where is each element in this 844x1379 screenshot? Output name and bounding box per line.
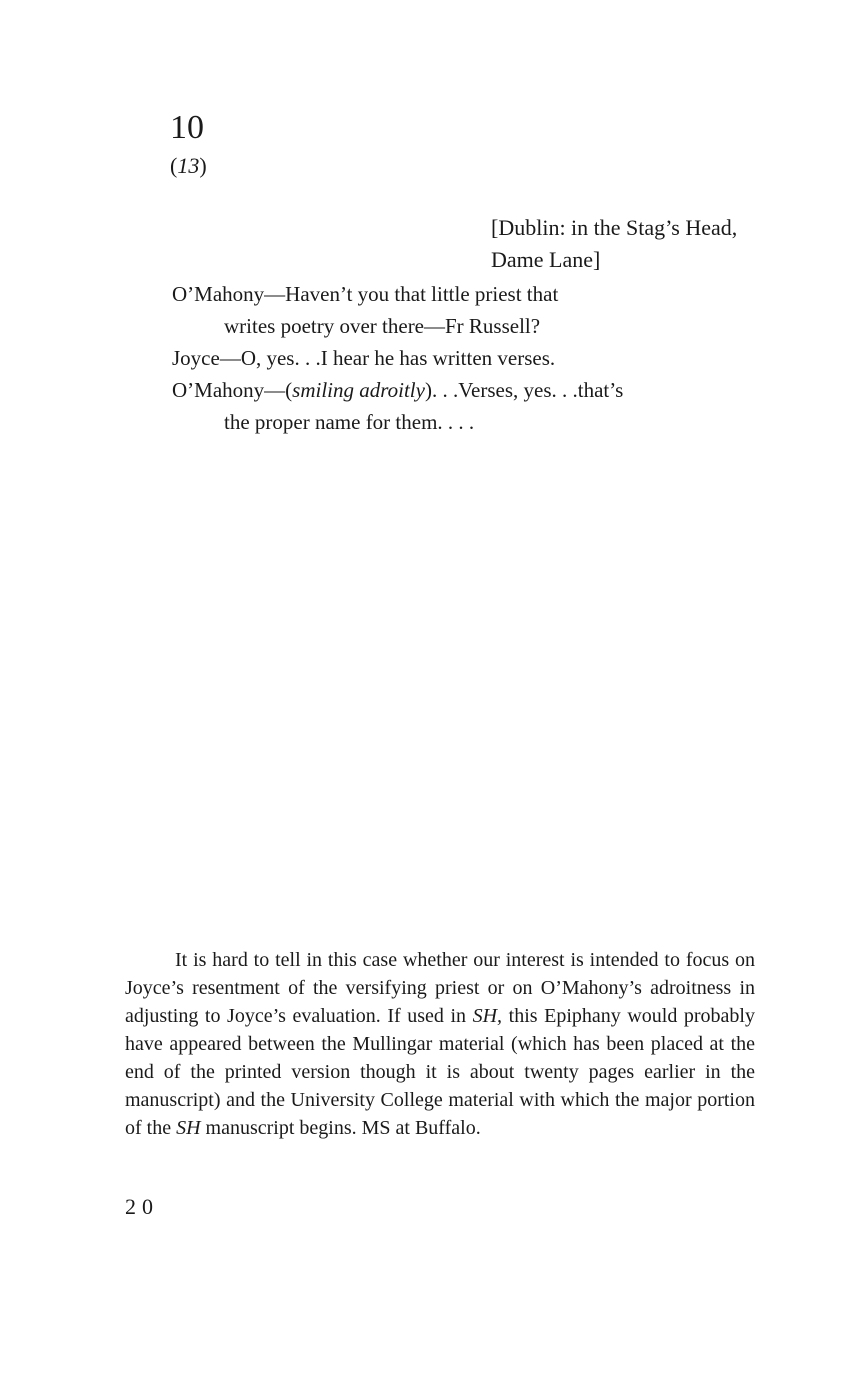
- place-note-line-1: [Dublin: in the Stag’s Head,: [491, 215, 738, 240]
- stage-direction: smiling adroitly: [292, 378, 425, 402]
- commentary-sh-ref-2: SH: [176, 1117, 201, 1139]
- place-note: [491, 212, 771, 276]
- commentary-text-2: this Epiphany would probably have appeared between the Mullingar material (which has been placed at the end of the printed version though it is about twenty pages earlier in the manuscript) and the University College material with which the major portion of the: [125, 1005, 755, 1139]
- dialogue-line-4-speaker: O’Mahony—(: [172, 378, 293, 402]
- dialogue: [172, 278, 623, 438]
- original-epiphany-number: (13): [170, 153, 207, 178]
- commentary-paragraph: [125, 946, 755, 1142]
- dialogue-line-1: O’Mahony—Haven’t you that little priest that: [172, 282, 559, 306]
- commentary-text-1: It is hard to tell in this case whether our interest is intended to focus on Joyce’s resentment of the versifying priest or on O’Mahony’s adroitness in adjusting to Joyce’s evaluation. If used in: [125, 949, 755, 1027]
- page-number: 20: [125, 1194, 159, 1219]
- place-note-line-2: Dame Lane]: [491, 247, 601, 272]
- epiphany-number: 10: [170, 109, 204, 146]
- commentary-sh-ref-1: SH,: [472, 1005, 503, 1027]
- dialogue-line-2: writes poetry over there—Fr Russell?: [224, 314, 541, 338]
- original-number-value: 13: [177, 153, 200, 178]
- dialogue-line-4: [172, 374, 623, 406]
- dialogue-line-5: the proper name for them. . . .: [224, 410, 475, 434]
- dialogue-line-4-speech: ). . .Verses, yes. . .that’s: [424, 378, 624, 402]
- commentary-text-3: manuscript begins. MS at Buffalo.: [200, 1117, 481, 1139]
- dialogue-line-3: Joyce—O, yes. . .I hear he has written verses.: [172, 346, 556, 370]
